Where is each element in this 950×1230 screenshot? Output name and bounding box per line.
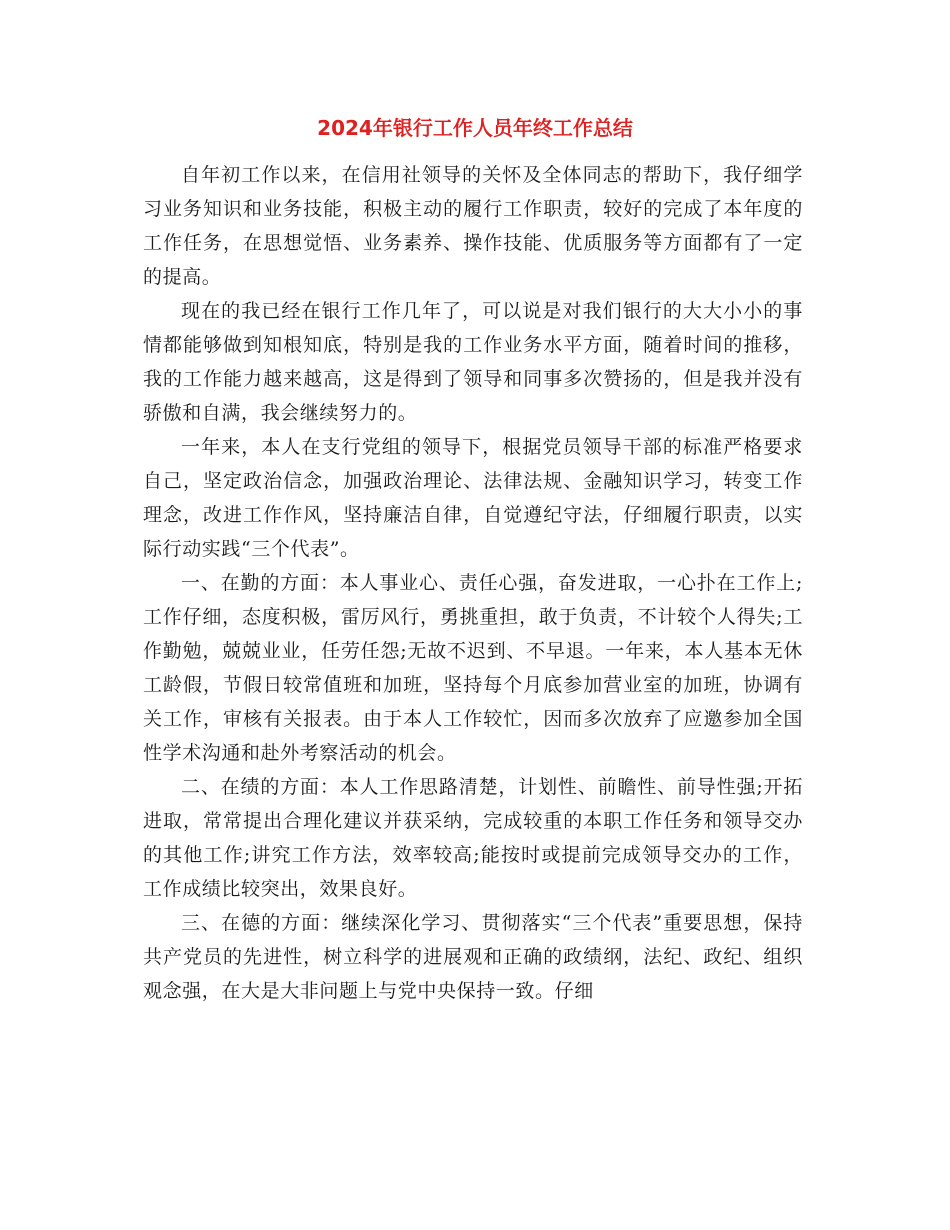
paragraph-morality: 三、在德的方面：继续深化学习、贯彻落实“三个代表”重要思想，保持共产党员的先进性，树立科学的进展观和正确的政绩纲，法纪、政纪、组织观念强，在大是大非问题上与党中央保持一致。仔细 [143,912,803,1002]
paragraph-performance: 二、在绩的方面：本人工作思路清楚，计划性、前瞻性、前导性强;开拓进取，常常提出合理化建议并获采纳，完成较重的本职工作任务和领导交办的其他工作;讲究工作方法，效率较高;能按时或提前完成领导交办的工作，工作成绩比较突出，效果良好。 [143,776,803,900]
paragraph-overview: 一年来，本人在支行党组的领导下，根据党员领导干部的标准严格要求自己，坚定政治信念，加强政治理论、法律法规、金融知识学习，转变工作理念，改进工作作风，坚持廉洁自律，自觉遵纪守法，仔细履行职责，以实际行动实践“三个代表”。 [143,436,803,560]
paragraph-experience: 现在的我已经在银行工作几年了，可以说是对我们银行的大大小小的事情都能够做到知根知底，特别是我的工作业务水平方面，随着时间的推移，我的工作能力越来越高，这是得到了领导和同事多次赞扬的，但是我并没有骄傲和自满，我会继续努力的。 [143,300,803,424]
paragraph-diligence: 一、在勤的方面：本人事业心、责任心强，奋发进取，一心扑在工作上;工作仔细，态度积极，雷厉风行，勇挑重担，敢于负责，不计较个人得失;工作勤勉，兢兢业业，任劳任怨;无故不迟到、不早退。一年来，本人基本无休工龄假，节假日较常值班和加班，坚持每个月底参加营业室的加班，协调有关工作，审核有关报表。由于本人工作较忙，因而多次放弃了应邀参加全国性学术沟通和赴外考察活动的机会。 [143,572,803,764]
paragraph-intro: 自年初工作以来，在信用社领导的关怀及全体同志的帮助下，我仔细学习业务知识和业务技能，积极主动的履行工作职责，较好的完成了本年度的工作任务，在思想觉悟、业务素养、操作技能、优质服务等方面都有了一定的提高。 [143,164,803,288]
document-title: 2024年银行工作人员年终工作总结 [317,116,633,140]
document-body [143,158,803,1008]
